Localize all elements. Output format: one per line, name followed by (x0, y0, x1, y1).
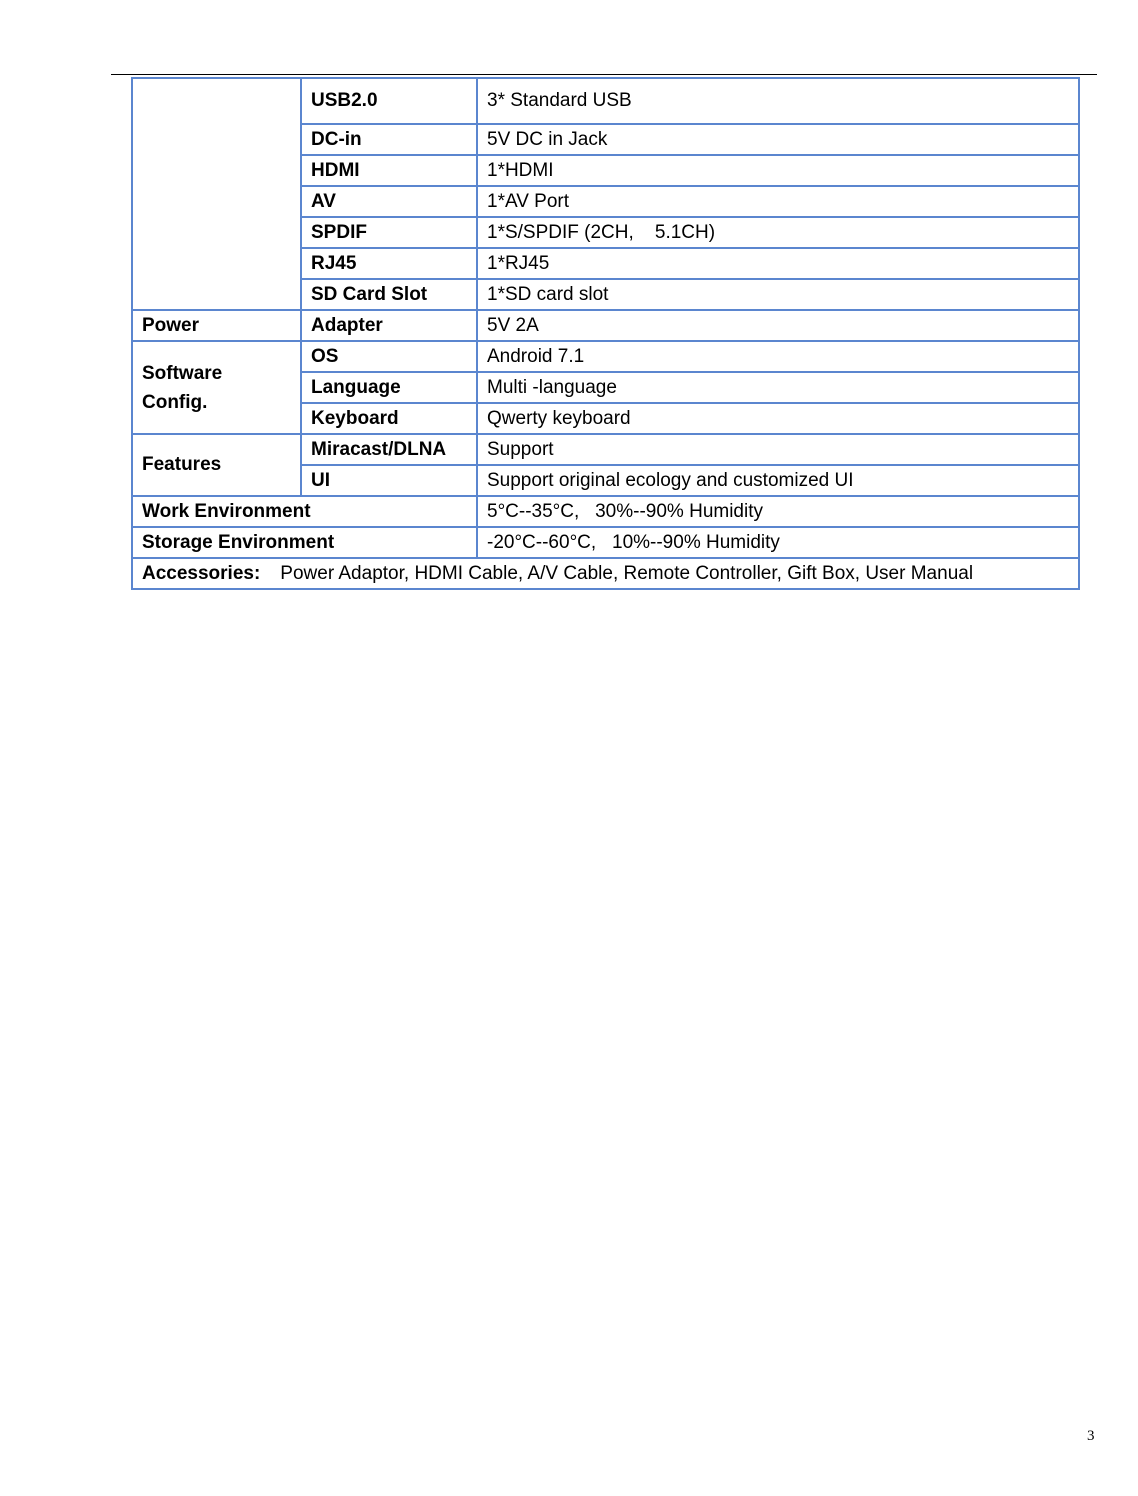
table-row (132, 78, 1079, 124)
spec-value: Multi -language (477, 372, 1079, 403)
table-row (132, 310, 1079, 341)
spec-label: Adapter (301, 310, 477, 341)
spec-label: Miracast/DLNA (301, 434, 477, 465)
accessories-value: Power Adaptor, HDMI Cable, A/V Cable, Remote Controller, Gift Box, User Manual (280, 562, 974, 584)
category-line: Config. (142, 391, 208, 413)
spec-value: 1*AV Port (477, 186, 1079, 217)
spec-value: Android 7.1 (477, 341, 1079, 372)
spec-value: 1*RJ45 (477, 248, 1079, 279)
page-number: 3 (1087, 1428, 1095, 1444)
spec-label: OS (301, 341, 477, 372)
table-row (132, 341, 1079, 372)
category-label (132, 341, 301, 434)
interface-category-cell (132, 78, 301, 310)
spec-value: 5V DC in Jack (477, 124, 1079, 155)
spec-label: USB2.0 (301, 78, 477, 124)
table-row (132, 496, 1079, 527)
spec-value: Qwerty keyboard (477, 403, 1079, 434)
category-label: Features (132, 434, 301, 496)
spec-value: 1*S/SPDIF (2CH, 5.1CH) (477, 217, 1079, 248)
spec-label: AV (301, 186, 477, 217)
spec-table (131, 77, 1080, 590)
table-row (132, 434, 1079, 465)
accessories-label: Accessories: (142, 562, 261, 584)
category-label: Storage Environment (132, 527, 477, 558)
spec-value: -20°C--60°C, 10%--90% Humidity (477, 527, 1079, 558)
table-row (132, 527, 1079, 558)
header-rule (111, 74, 1097, 75)
spec-value: 1*SD card slot (477, 279, 1079, 310)
spec-value: Support original ecology and customized UI (477, 465, 1079, 496)
spec-label: UI (301, 465, 477, 496)
spec-label: Language (301, 372, 477, 403)
spec-label: Keyboard (301, 403, 477, 434)
spec-value: Support (477, 434, 1079, 465)
category-label: Power (132, 310, 301, 341)
spec-label: SD Card Slot (301, 279, 477, 310)
accessories-cell (132, 558, 1079, 589)
spec-value: 3* Standard USB (477, 78, 1079, 124)
spec-label: SPDIF (301, 217, 477, 248)
table-row (132, 558, 1079, 589)
spec-value: 1*HDMI (477, 155, 1079, 186)
spec-value: 5°C--35°C, 30%--90% Humidity (477, 496, 1079, 527)
category-line: Software (142, 362, 223, 384)
category-label: Work Environment (132, 496, 477, 527)
spec-label: HDMI (301, 155, 477, 186)
spec-label: RJ45 (301, 248, 477, 279)
spec-label: DC-in (301, 124, 477, 155)
spec-value: 5V 2A (477, 310, 1079, 341)
